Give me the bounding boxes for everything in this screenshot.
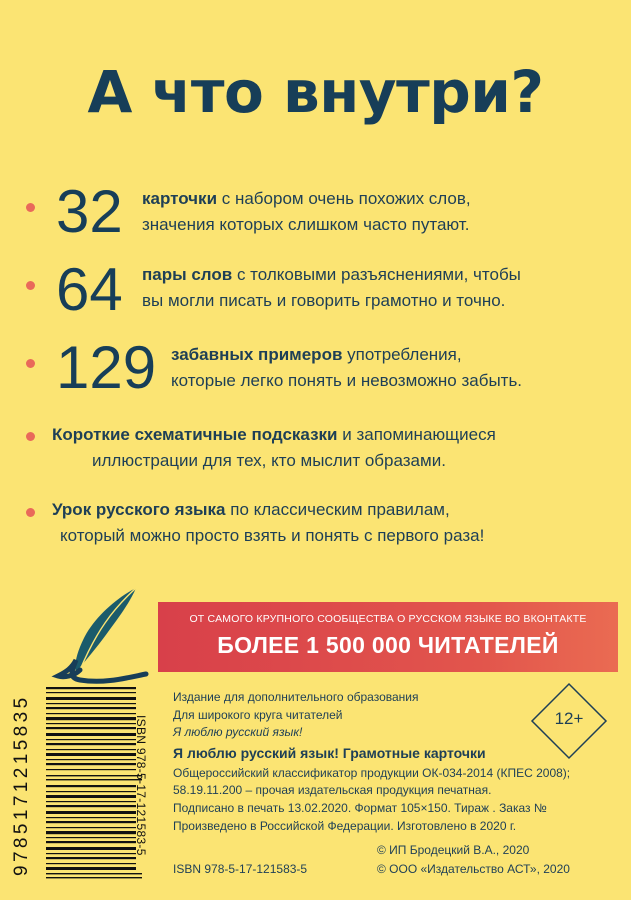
item-text [52, 497, 450, 523]
item-bold: Урок русского языка [52, 500, 226, 519]
item-text [171, 342, 462, 368]
bullet-dot [26, 281, 35, 290]
item-rest: и запоминающиеся [337, 425, 496, 444]
item-number: 64 [56, 256, 123, 323]
item-number: 129 [56, 334, 157, 401]
item-rest: с набором очень похожих слов, [217, 189, 471, 208]
barcode-digits: 9785171215835 [11, 694, 32, 877]
banner-headline: БОЛЕЕ 1 500 000 ЧИТАТЕЛЕЙ [217, 632, 559, 658]
item-bold: забавных примеров [171, 345, 343, 364]
classifier-line: Общероссийский классификатор продукции ОК-034-2014 (КПЕС 2008); [173, 766, 571, 780]
production-info: Произведено в Российской Федерации. Изготовлено в 2020 г. [173, 819, 517, 833]
imprint-line: Я люблю русский язык! [173, 725, 303, 739]
item-bold: пары слов [142, 265, 233, 284]
page-title: А что внутри? [87, 58, 544, 126]
item-rest: употребления, [342, 345, 462, 364]
copyright-line: © ООО «Издательство АСТ», 2020 [377, 862, 570, 876]
isbn-vertical: ISBN 978-5-17-121583-5 [134, 715, 148, 856]
isbn-text: ISBN 978-5-17-121583-5 [173, 862, 308, 876]
item-text [52, 422, 496, 448]
item-bold: Короткие схематичные подсказки [52, 425, 338, 444]
item-text-line2: иллюстрации для тех, кто мыслит образами. [92, 451, 446, 470]
imprint-line: Для широкого круга читателей [173, 708, 343, 722]
item-text-line2: значения которых слишком часто путают. [142, 215, 470, 234]
item-number: 32 [56, 178, 123, 245]
imprint-line: Издание для дополнительного образования [173, 690, 419, 704]
copyright-line: © ИП Бродецкий В.А., 2020 [377, 843, 530, 857]
age-rating: 12+ [554, 709, 584, 728]
bullet-dot [26, 203, 35, 212]
classifier-line: 58.19.11.200 – прочая издательская продукция печатная. [173, 783, 492, 797]
quill-logo-icon [46, 580, 156, 685]
item-rest: по классическим правилам, [225, 500, 450, 519]
item-text [142, 262, 521, 288]
bullet-dot [26, 508, 35, 517]
readers-banner [158, 602, 618, 672]
item-rest: с толковыми разъяснениями, чтобы [232, 265, 521, 284]
item-text [142, 186, 471, 212]
item-text-line2: которые легко понять и невозможно забыть. [171, 371, 523, 390]
item-text-line2: который можно просто взять и понять с первого раза! [60, 526, 485, 545]
item-text-line2: вы могли писать и говорить грамотно и точно. [142, 291, 506, 310]
print-info: Подписано в печать 13.02.2020. Формат 105×150. Тираж . Заказ № [173, 801, 547, 815]
banner-subtitle: ОТ САМОГО КРУПНОГО СООБЩЕСТВА О РУССКОМ ЯЗЫКЕ ВО ВКОНТАКТЕ [189, 613, 587, 625]
item-bold: карточки [142, 189, 218, 208]
book-title: Я люблю русский язык! Грамотные карточки [173, 745, 486, 761]
bullet-dot [26, 359, 35, 368]
bullet-dot [26, 432, 35, 441]
